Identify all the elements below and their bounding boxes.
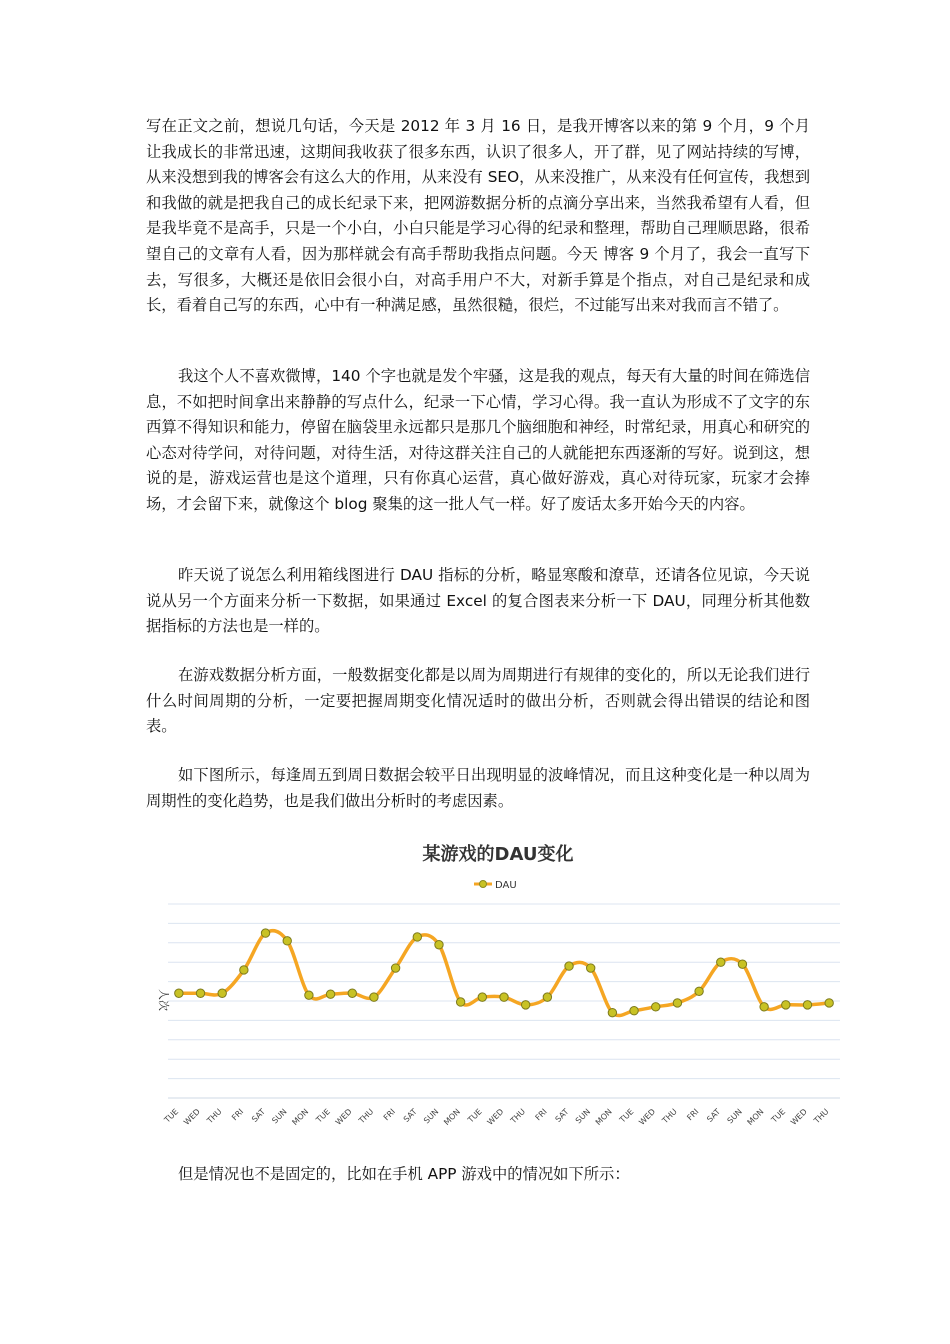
x-tick-label: THU (205, 1107, 224, 1126)
data-point (803, 1001, 811, 1009)
x-tick-label: THU (508, 1107, 528, 1126)
data-point (738, 960, 746, 968)
chart-title: 某游戏的DAU变化 (422, 844, 574, 865)
data-point (587, 964, 595, 972)
x-tick-label: WED (182, 1107, 202, 1127)
x-tick-label: SUN (573, 1107, 593, 1126)
dau-chart-svg (146, 828, 850, 1128)
data-point (825, 999, 833, 1007)
x-tick-label: SAT (401, 1107, 419, 1124)
x-tick-label: TUE (466, 1107, 484, 1125)
x-tick-label: WED (637, 1107, 658, 1127)
x-tick-label: MON (442, 1107, 463, 1127)
data-point (478, 993, 486, 1001)
data-point (521, 1001, 529, 1009)
y-axis-label: 人次 (157, 989, 170, 1011)
data-point (652, 1003, 660, 1011)
data-point (283, 937, 291, 945)
data-point (348, 989, 356, 997)
data-point (196, 989, 204, 997)
dau-chart (146, 828, 850, 1128)
mobile-app-paragraph: 但是情况也不是固定的，比如在手机 APP 游戏中的情况如下所示： (178, 1165, 630, 1183)
data-point (695, 987, 703, 995)
data-point (500, 993, 508, 1001)
x-tick-label: SAT (705, 1107, 723, 1124)
data-point (782, 1001, 790, 1009)
data-point (175, 989, 183, 997)
x-tick-label: SAT (553, 1107, 571, 1124)
data-point (630, 1007, 638, 1015)
weekly-cycle-paragraph: 在游戏数据分析方面，一般数据变化都是以周为周期进行有规律的变化的，所以无论我们进行什么时间周期的分析，一定要把握周期变化情况适时的做出分析，否则就会得出错误的结论和图表。 (146, 666, 810, 736)
x-tick-label: SUN (270, 1107, 289, 1126)
x-tick-label: SAT (250, 1107, 267, 1124)
data-point (456, 998, 464, 1006)
legend-label: DAU (495, 880, 517, 891)
x-tick-label: TUE (162, 1107, 181, 1125)
data-point (717, 958, 725, 966)
dau-boxplot-paragraph: 昨天说了说怎么利用箱线图进行 DAU 指标的分析，略显寒酸和潦草，还请各位见谅，今天说说从另一个方面来分析一下数据，如果通过 Excel 的复合图表来分析一下 DAU，同理分析其他数据指标的方法也是一样的。 (146, 566, 810, 636)
x-tick-label: WED (789, 1107, 809, 1127)
intro-paragraph: 写在正文之前，想说几句话，今天是 2012 年 3 月 16 日，是我开博客以来的第 9 个月，9 个月让我成长的非常迅速，这期间我收获了很多东西，认识了很多人，开了群，见了网站持续的写博，从来没想到我的博客会有这么大的作用，从来没有 SEO，从来没推广，从来没有任何宣传，我想到和我做的就是把我自己的成长纪录下来，把网游数据分析的点滴分享出来，当然我希望有人看，但是我毕竟不是高手，只是一个小白，小白只能是学习心得的纪录和整理，帮助自己理顺思路，很希望自己的文章有人看，因为那样就会有高手帮助我指点问题。今天 博客 9 个月了，我会一直写下去，写很多，大概还是依旧会很小白，对高手用户不大，对新手算是个指点，对自己是纪录和成长，看着自己写的东西，心中有一种满足感，虽然很糙，很烂，不过能写出来对我而言不错了。 (146, 117, 810, 315)
data-point (673, 999, 681, 1007)
x-tick-label: FRI (685, 1107, 701, 1123)
x-tick-label: TUE (617, 1107, 636, 1125)
x-tick-label: FRI (230, 1107, 246, 1123)
data-point (760, 1003, 768, 1011)
data-point (608, 1008, 616, 1016)
x-tick-label: SUN (725, 1107, 744, 1126)
chart-intro-paragraph: 如下图所示，每逢周五到周日数据会较平日出现明显的波峰情况，而且这种变化是一种以周为周期性的变化趋势，也是我们做出分析时的考虑因素。 (146, 766, 810, 810)
x-tick-label: FRI (533, 1107, 549, 1123)
data-point (218, 989, 226, 997)
data-point (543, 993, 551, 1001)
x-tick-label: MON (745, 1107, 766, 1127)
x-tick-label: TUE (314, 1107, 332, 1125)
data-point (565, 962, 573, 970)
x-tick-label: THU (660, 1107, 679, 1126)
data-point (240, 966, 248, 974)
data-point (261, 929, 269, 937)
data-point (305, 991, 313, 999)
legend-marker (480, 881, 487, 888)
dau-series-line (179, 931, 829, 1016)
x-tick-label: MON (290, 1107, 311, 1127)
data-point (435, 941, 443, 949)
x-tick-label: WED (333, 1107, 354, 1127)
x-tick-label: THU (357, 1107, 376, 1126)
data-point (370, 993, 378, 1001)
x-tick-label: SUN (422, 1107, 441, 1126)
data-point (391, 964, 399, 972)
x-tick-label: MON (593, 1107, 614, 1127)
x-tick-label: FRI (381, 1107, 398, 1123)
x-tick-label: TUE (769, 1107, 788, 1125)
chart-legend (474, 880, 517, 891)
data-point (326, 990, 334, 998)
x-tick-label: WED (485, 1107, 506, 1127)
x-tick-label: THU (812, 1107, 831, 1126)
weibo-paragraph: 我这个人不喜欢微博，140 个字也就是发个牢骚，这是我的观点，每天有大量的时间在筛选信息，不如把时间拿出来静静的写点什么，纪录一下心情，学习心得。我一直认为形成不了文字的东西算不得知识和能力，停留在脑袋里永远都只是那几个脑细胞和神经，时常纪录，用真心和研究的心态对待学问，对待问题，对待生活，对待这群关注自己的人就能把东西逐渐的写好。说到这，想说的是，游戏运营也是这个道理，只有你真心运营，真心做好游戏，真心对待玩家，玩家才会捧场，才会留下来，就像这个 blog 聚集的这一批人气一样。好了废话太多开始今天的内容。 (146, 367, 810, 513)
data-point (413, 933, 421, 941)
